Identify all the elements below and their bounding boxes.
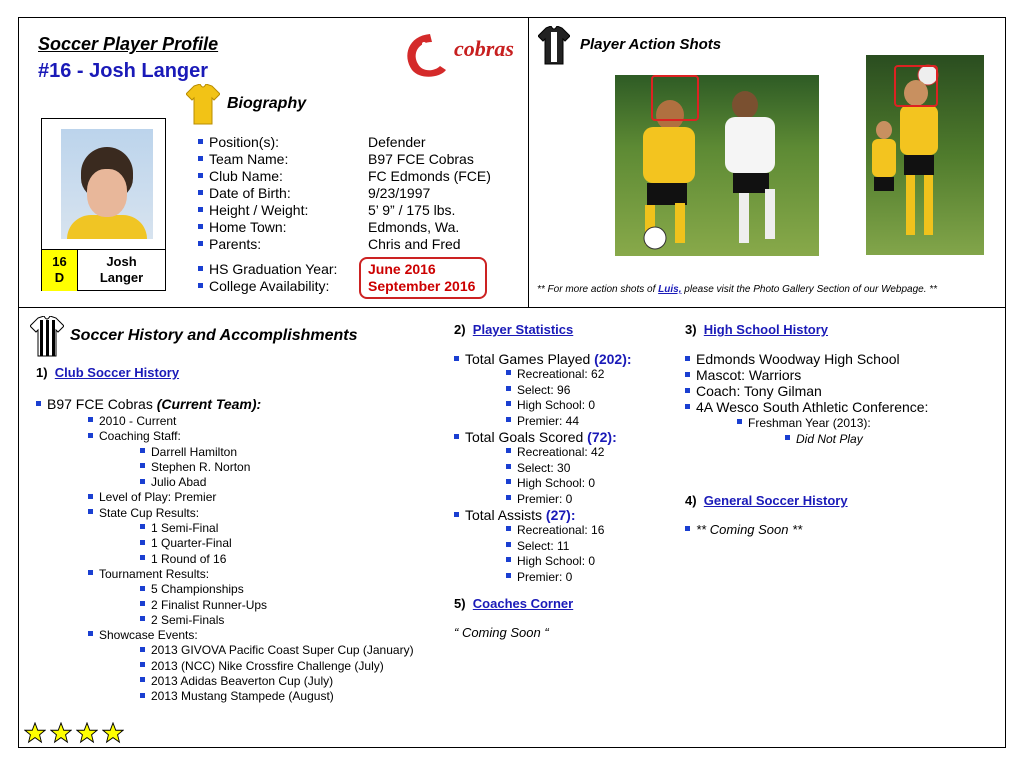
coaches-corner-link[interactable]: Coaches Corner bbox=[472, 596, 574, 611]
gallery-link[interactable]: Luis, bbox=[658, 284, 682, 295]
bio-row: Date of Birth: 9/23/1997 bbox=[198, 185, 491, 202]
player-highlight-box bbox=[894, 65, 938, 107]
player-highlight-box bbox=[651, 75, 699, 121]
jersey-black-icon bbox=[538, 26, 570, 71]
history-heading: Soccer History and Accomplishments bbox=[70, 327, 358, 344]
horizontal-divider bbox=[18, 307, 1006, 308]
stats-link[interactable]: Player Statistics bbox=[472, 322, 574, 337]
action-photo-2[interactable] bbox=[866, 55, 984, 255]
cobras-logo bbox=[400, 26, 524, 82]
general-history-text: ** Coming Soon ** bbox=[685, 522, 802, 537]
page-title: Soccer Player Profile bbox=[38, 34, 219, 54]
high-school-section: 3) High School History bbox=[685, 322, 829, 337]
stats-list: Total Games Played (202): Recreational: 62 Select: 96 High School: 0 Premier: 44 Total Goals Scored (72): Recreational: 42 Select: 30 High School: 0 Premier: 0 Total Assists (27): Recreational: 16 Select: 11 High School: 0 Premier: 0 bbox=[454, 351, 632, 585]
bio-row: Height / Weight: 5’ 9” / 175 lbs. bbox=[198, 202, 491, 219]
bio-row: Home Town: Edmonds, Wa. bbox=[198, 219, 491, 236]
star-rating bbox=[24, 722, 124, 744]
club-history-link[interactable]: Club Soccer History bbox=[54, 365, 180, 380]
college-row: College Availability: September 2016 bbox=[198, 278, 491, 295]
stats-section: 2) Player Statistics bbox=[454, 322, 574, 337]
coaches-corner-section: 5) Coaches Corner bbox=[454, 596, 574, 611]
bio-row: Team Name: B97 FCE Cobras bbox=[198, 151, 491, 168]
referee-jersey-icon bbox=[30, 316, 64, 363]
action-photo-1[interactable] bbox=[615, 75, 819, 256]
logo-wordmark: cobras bbox=[454, 36, 514, 61]
coaches-corner-text: “ Coming Soon “ bbox=[454, 625, 549, 640]
player-number-name: #16 - Josh Langer bbox=[38, 60, 209, 82]
highlight-box bbox=[359, 257, 487, 299]
high-school-list: Edmonds Woodway High School Mascot: Warriors Coach: Tony Gilman 4A Wesco South Athletic Conference: Freshman Year (2013): Did Not Play bbox=[685, 351, 928, 447]
bio-row: Position(s): Defender bbox=[198, 134, 491, 151]
star-icon bbox=[50, 722, 72, 744]
action-shots-heading: Player Action Shots bbox=[580, 36, 722, 53]
star-icon bbox=[76, 722, 98, 744]
bio-row: Parents: Chris and Fred bbox=[198, 236, 491, 253]
vertical-divider bbox=[528, 17, 529, 308]
star-icon bbox=[24, 722, 46, 744]
general-history-link[interactable]: General Soccer History bbox=[703, 493, 848, 508]
biography-heading: Biography bbox=[227, 95, 307, 112]
graduation-row: HS Graduation Year: June 2016 bbox=[198, 261, 491, 278]
bio-row: Club Name: FC Edmonds (FCE) bbox=[198, 168, 491, 185]
player-headshot bbox=[61, 129, 153, 239]
action-shots-note: ** For more action shots of Luis, please visit the Photo Gallery Section of our Webpage. ** bbox=[537, 284, 938, 295]
star-icon bbox=[102, 722, 124, 744]
high-school-link[interactable]: High School History bbox=[703, 322, 829, 337]
player-name-cell: Josh Langer bbox=[99, 254, 144, 285]
general-history-section: 4) General Soccer History bbox=[685, 493, 848, 508]
club-history-section: 1) Club Soccer History bbox=[36, 365, 180, 380]
player-card bbox=[41, 118, 166, 291]
player-number-cell: 16 D bbox=[42, 250, 78, 291]
jersey-yellow-icon bbox=[186, 84, 220, 131]
club-history-list: B97 FCE Cobras (Current Team): 2010 - Current Coaching Staff: Darrell Hamilton Stephen R. Norton Julio Abad Level of Play: Premier State Cup Results: 1 Semi-Final 1 Quarter-Final 1 Round of 16 Tournament Results: 5 Championships 2 Finalist Runner-Ups 2 Semi-Finals Showcase Events: 2013 GIVOVA Pacific Coast Super Cup (January) 2013 (NCC) Nike Crossfire Challenge (July) 2013 Adidas Beaverton Cup (July) 2013 Mustang Stampede (August) bbox=[36, 396, 414, 705]
